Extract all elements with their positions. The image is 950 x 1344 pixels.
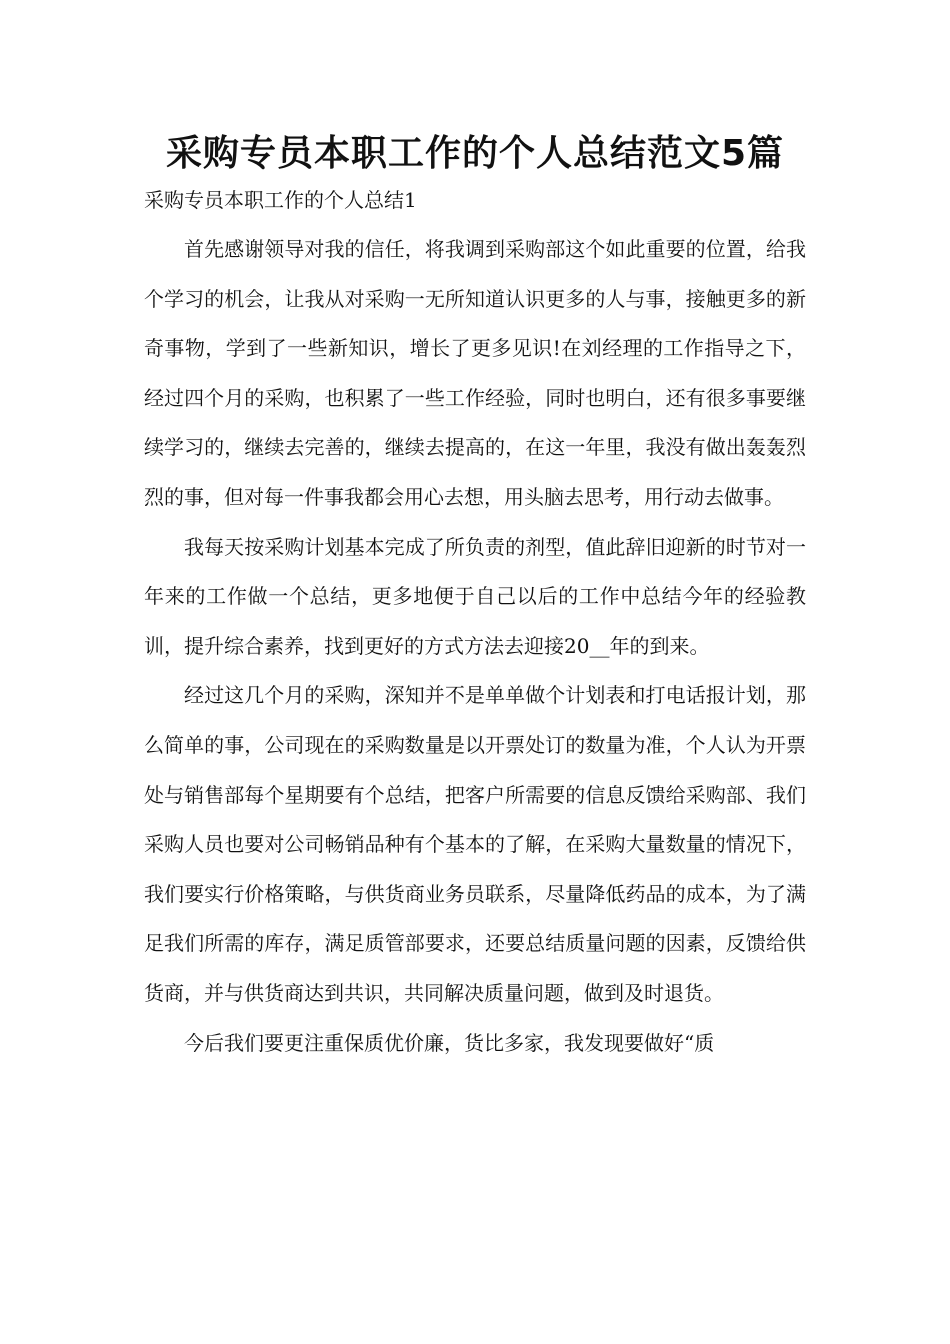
body-paragraph-1: 首先感谢领导对我的信任，将我调到采购部这个如此重要的位置，给我个学习的机会，让我从对采购一无所知道认识更多的人与事，接触更多的新奇事物，学到了一些新知识，增长了更多见识!在刘经理的工作指导之下，经过四个月的采购，也积累了一些工作经验，同时也明白，还有很多事要继续学习的，继续去完善的，继续去提高的，在这一年里，我没有做出轰轰烈烈的事，但对每一件事我都会用心去想，用头脑去思考，用行动去做事。: [144, 237, 806, 509]
body-paragraph-2: 我每天按采购计划基本完成了所负责的剂型，值此辞旧迎新的时节对一年来的工作做一个总结，更多地便于自己以后的工作中总结今年的经验教训，提升综合素养，找到更好的方式方法去迎接20__年的到来。: [144, 534, 806, 658]
body-paragraph-4: 今后我们要更注重保质优价廉，货比多家，我发现要做好“质: [184, 1030, 715, 1055]
document-title: 采购专员本职工作的个人总结范文5篇: [165, 133, 785, 174]
section-heading: 采购专员本职工作的个人总结1: [144, 188, 417, 212]
body-paragraph-3: 经过这几个月的采购，深知并不是单单做个计划表和打电话报计划，那么简单的事，公司现在的采购数量是以开票处订的数量为准，个人认为开票处与销售部每个星期要有个总结，把客户所需要的信息反馈给采购部、我们采购人员也要对公司畅销品种有个基本的了解，在采购大量数量的情况下，我们要实行价格策略，与供货商业务员联系，尽量降低药品的成本，为了满足我们所需的库存，满足质管部要求，还要总结质量问题的因素，反馈给供货商，并与供货商达到共识，共同解决质量问题，做到及时退货。: [144, 683, 806, 1005]
